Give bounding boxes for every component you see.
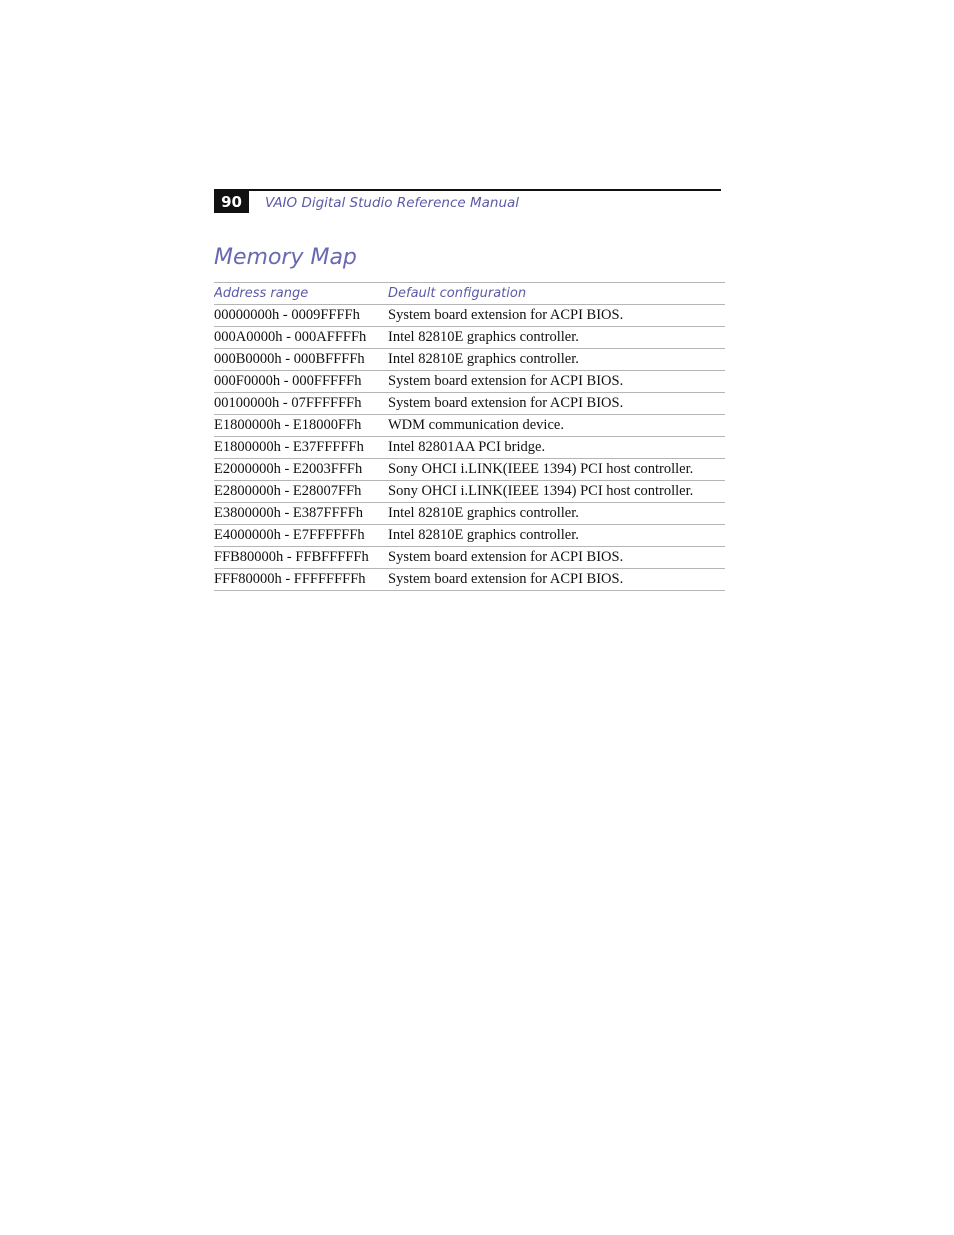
address-range-cell: 000B0000h - 000BFFFFh (214, 349, 388, 371)
default-configuration-cell: System board extension for ACPI BIOS. (388, 371, 725, 393)
table-row (214, 547, 725, 569)
table-row (214, 503, 725, 525)
default-configuration-cell: Intel 82810E graphics controller. (388, 327, 725, 349)
default-configuration-cell: System board extension for ACPI BIOS. (388, 305, 725, 327)
default-configuration-cell: Sony OHCI i.LINK(IEEE 1394) PCI host controller. (388, 481, 725, 503)
column-header-address-range: Address range (214, 283, 388, 305)
default-configuration-cell: WDM communication device. (388, 415, 725, 437)
address-range-cell: E4000000h - E7FFFFFFh (214, 525, 388, 547)
default-configuration-cell: Intel 82810E graphics controller. (388, 503, 725, 525)
table-row (214, 415, 725, 437)
address-range-cell: 00100000h - 07FFFFFFh (214, 393, 388, 415)
table-row (214, 305, 725, 327)
memory-map-table (214, 282, 725, 591)
default-configuration-cell: Intel 82810E graphics controller. (388, 349, 725, 371)
running-title: VAIO Digital Studio Reference Manual (265, 195, 520, 211)
address-range-cell: 000F0000h - 000FFFFFh (214, 371, 388, 393)
default-configuration-cell: System board extension for ACPI BIOS. (388, 393, 725, 415)
page-number: 90 (214, 191, 249, 213)
address-range-cell: E1800000h - E18000FFh (214, 415, 388, 437)
table-row (214, 569, 725, 591)
address-range-cell: FFF80000h - FFFFFFFFh (214, 569, 388, 591)
default-configuration-cell: Sony OHCI i.LINK(IEEE 1394) PCI host controller. (388, 459, 725, 481)
address-range-cell: E3800000h - E387FFFFh (214, 503, 388, 525)
address-range-cell: E1800000h - E37FFFFFh (214, 437, 388, 459)
default-configuration-cell: System board extension for ACPI BIOS. (388, 547, 725, 569)
table-row (214, 525, 725, 547)
table-row (214, 459, 725, 481)
column-header-default-configuration: Default configuration (388, 283, 725, 305)
header-rule (214, 189, 721, 191)
default-configuration-cell: Intel 82810E graphics controller. (388, 525, 725, 547)
default-configuration-cell: System board extension for ACPI BIOS. (388, 569, 725, 591)
address-range-cell: E2800000h - E28007FFh (214, 481, 388, 503)
address-range-cell: 00000000h - 0009FFFFh (214, 305, 388, 327)
section-title: Memory Map (214, 245, 357, 270)
table-header-row (214, 283, 725, 305)
table-row (214, 437, 725, 459)
default-configuration-cell: Intel 82801AA PCI bridge. (388, 437, 725, 459)
table-row (214, 481, 725, 503)
table-row (214, 393, 725, 415)
table-row (214, 371, 725, 393)
address-range-cell: 000A0000h - 000AFFFFh (214, 327, 388, 349)
address-range-cell: FFB80000h - FFBFFFFFh (214, 547, 388, 569)
table-row (214, 327, 725, 349)
address-range-cell: E2000000h - E2003FFFh (214, 459, 388, 481)
table-row (214, 349, 725, 371)
